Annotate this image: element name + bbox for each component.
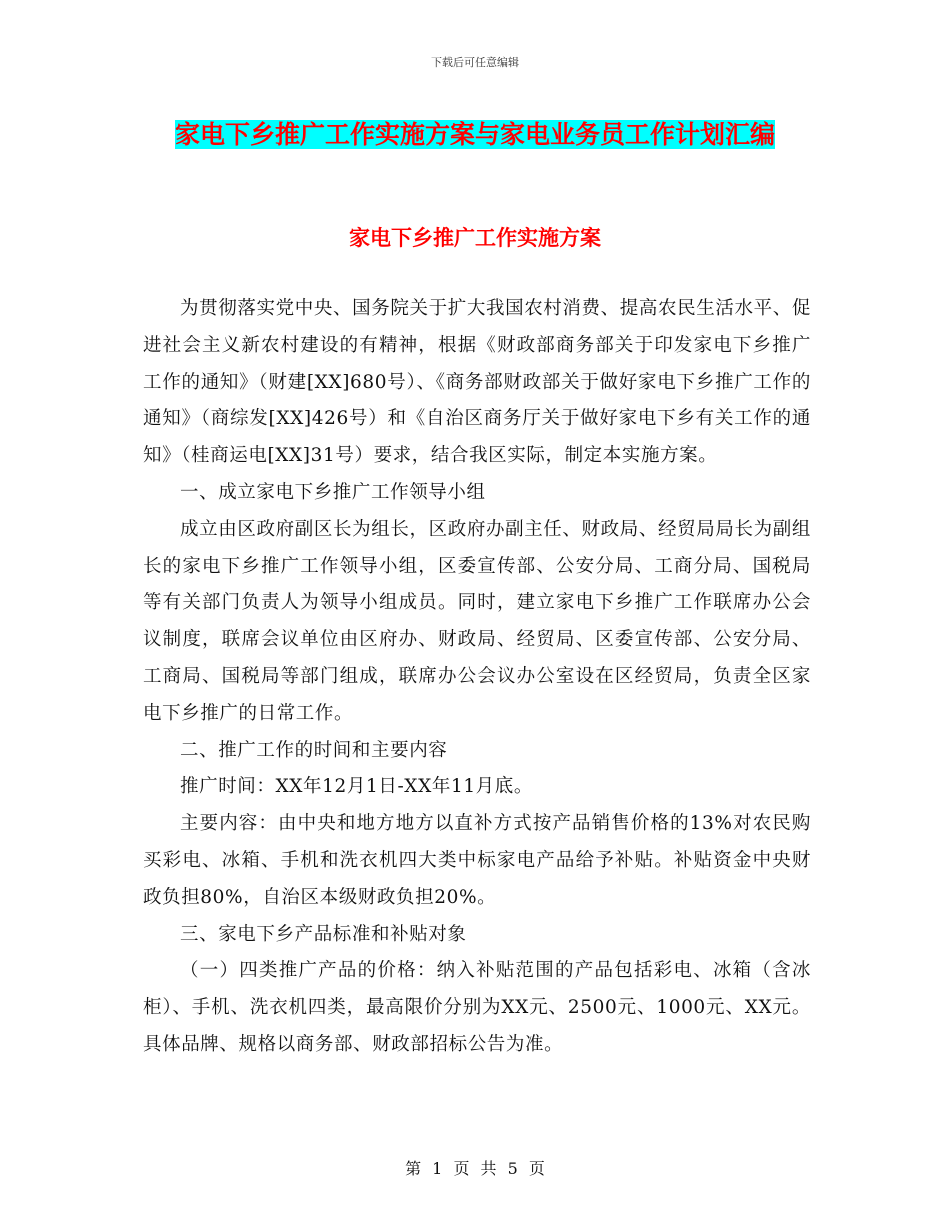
header-note: 下载后可任意编辑 (431, 56, 519, 69)
paragraph: （一）四类推广产品的价格：纳入补贴范围的产品包括彩电、冰箱（含冰柜）、手机、洗衣机四类，最高限价分别为XX元、2500元、1000元、XX元。具体品牌、规格以商务部、财政部招标公告为准。 (143, 960, 811, 1055)
section-heading: 二、推广工作的时间和主要内容 (180, 739, 448, 761)
paragraph: 推广时间：XX年12月1日-XX年11月底。 (180, 776, 533, 798)
page-footer: 第 1 页 共 5 页 (405, 1159, 545, 1178)
paragraph: 主要内容：由中央和地方地方以直补方式按产品销售价格的13%对农民购买彩电、冰箱、手机和洗衣机四大类中标家电产品给予补贴。补贴资金中央财政负担80%，自治区本级财政负担20%。 (143, 813, 811, 908)
section-heading: 三、家电下乡产品标准和补贴对象 (180, 923, 467, 945)
section-heading: 一、成立家电下乡推广工作领导小组 (180, 481, 486, 503)
main-title (140, 113, 810, 157)
main-title-text: 家电下乡推广工作实施方案与家电业务员工作计划汇编 (174, 120, 775, 149)
sub-title: 家电下乡推广工作实施方案 (349, 225, 601, 250)
body-text (143, 291, 811, 1064)
paragraph: 为贯彻落实党中央、国务院关于扩大我国农村消费、提高农民生活水平、促进社会主义新农村建设的有精神，根据《财政部商务部关于印发家电下乡推广工作的通知》（财建[XX]680号）、《商务部财政部关于做好家电下乡推广工作的通知》（商综发[XX]426号）和《自治区商务厅关于做好家电下乡有关工作的通知》（桂商运电[XX]31号）要求，结合我区实际，制定本实施方案。 (143, 298, 811, 467)
paragraph: 成立由区政府副区长为组长，区政府办副主任、财政局、经贸局局长为副组长的家电下乡推广工作领导小组，区委宣传部、公安分局、工商分局、国税局等有关部门负责人为领导小组成员。同时，建立家电下乡推广工作联席办公会议制度，联席会议单位由区府办、财政局、经贸局、区委宣传部、公安分局、工商局、国税局等部门组成，联席办公会议办公室设在区经贸局，负责全区家电下乡推广的日常工作。 (143, 518, 811, 724)
